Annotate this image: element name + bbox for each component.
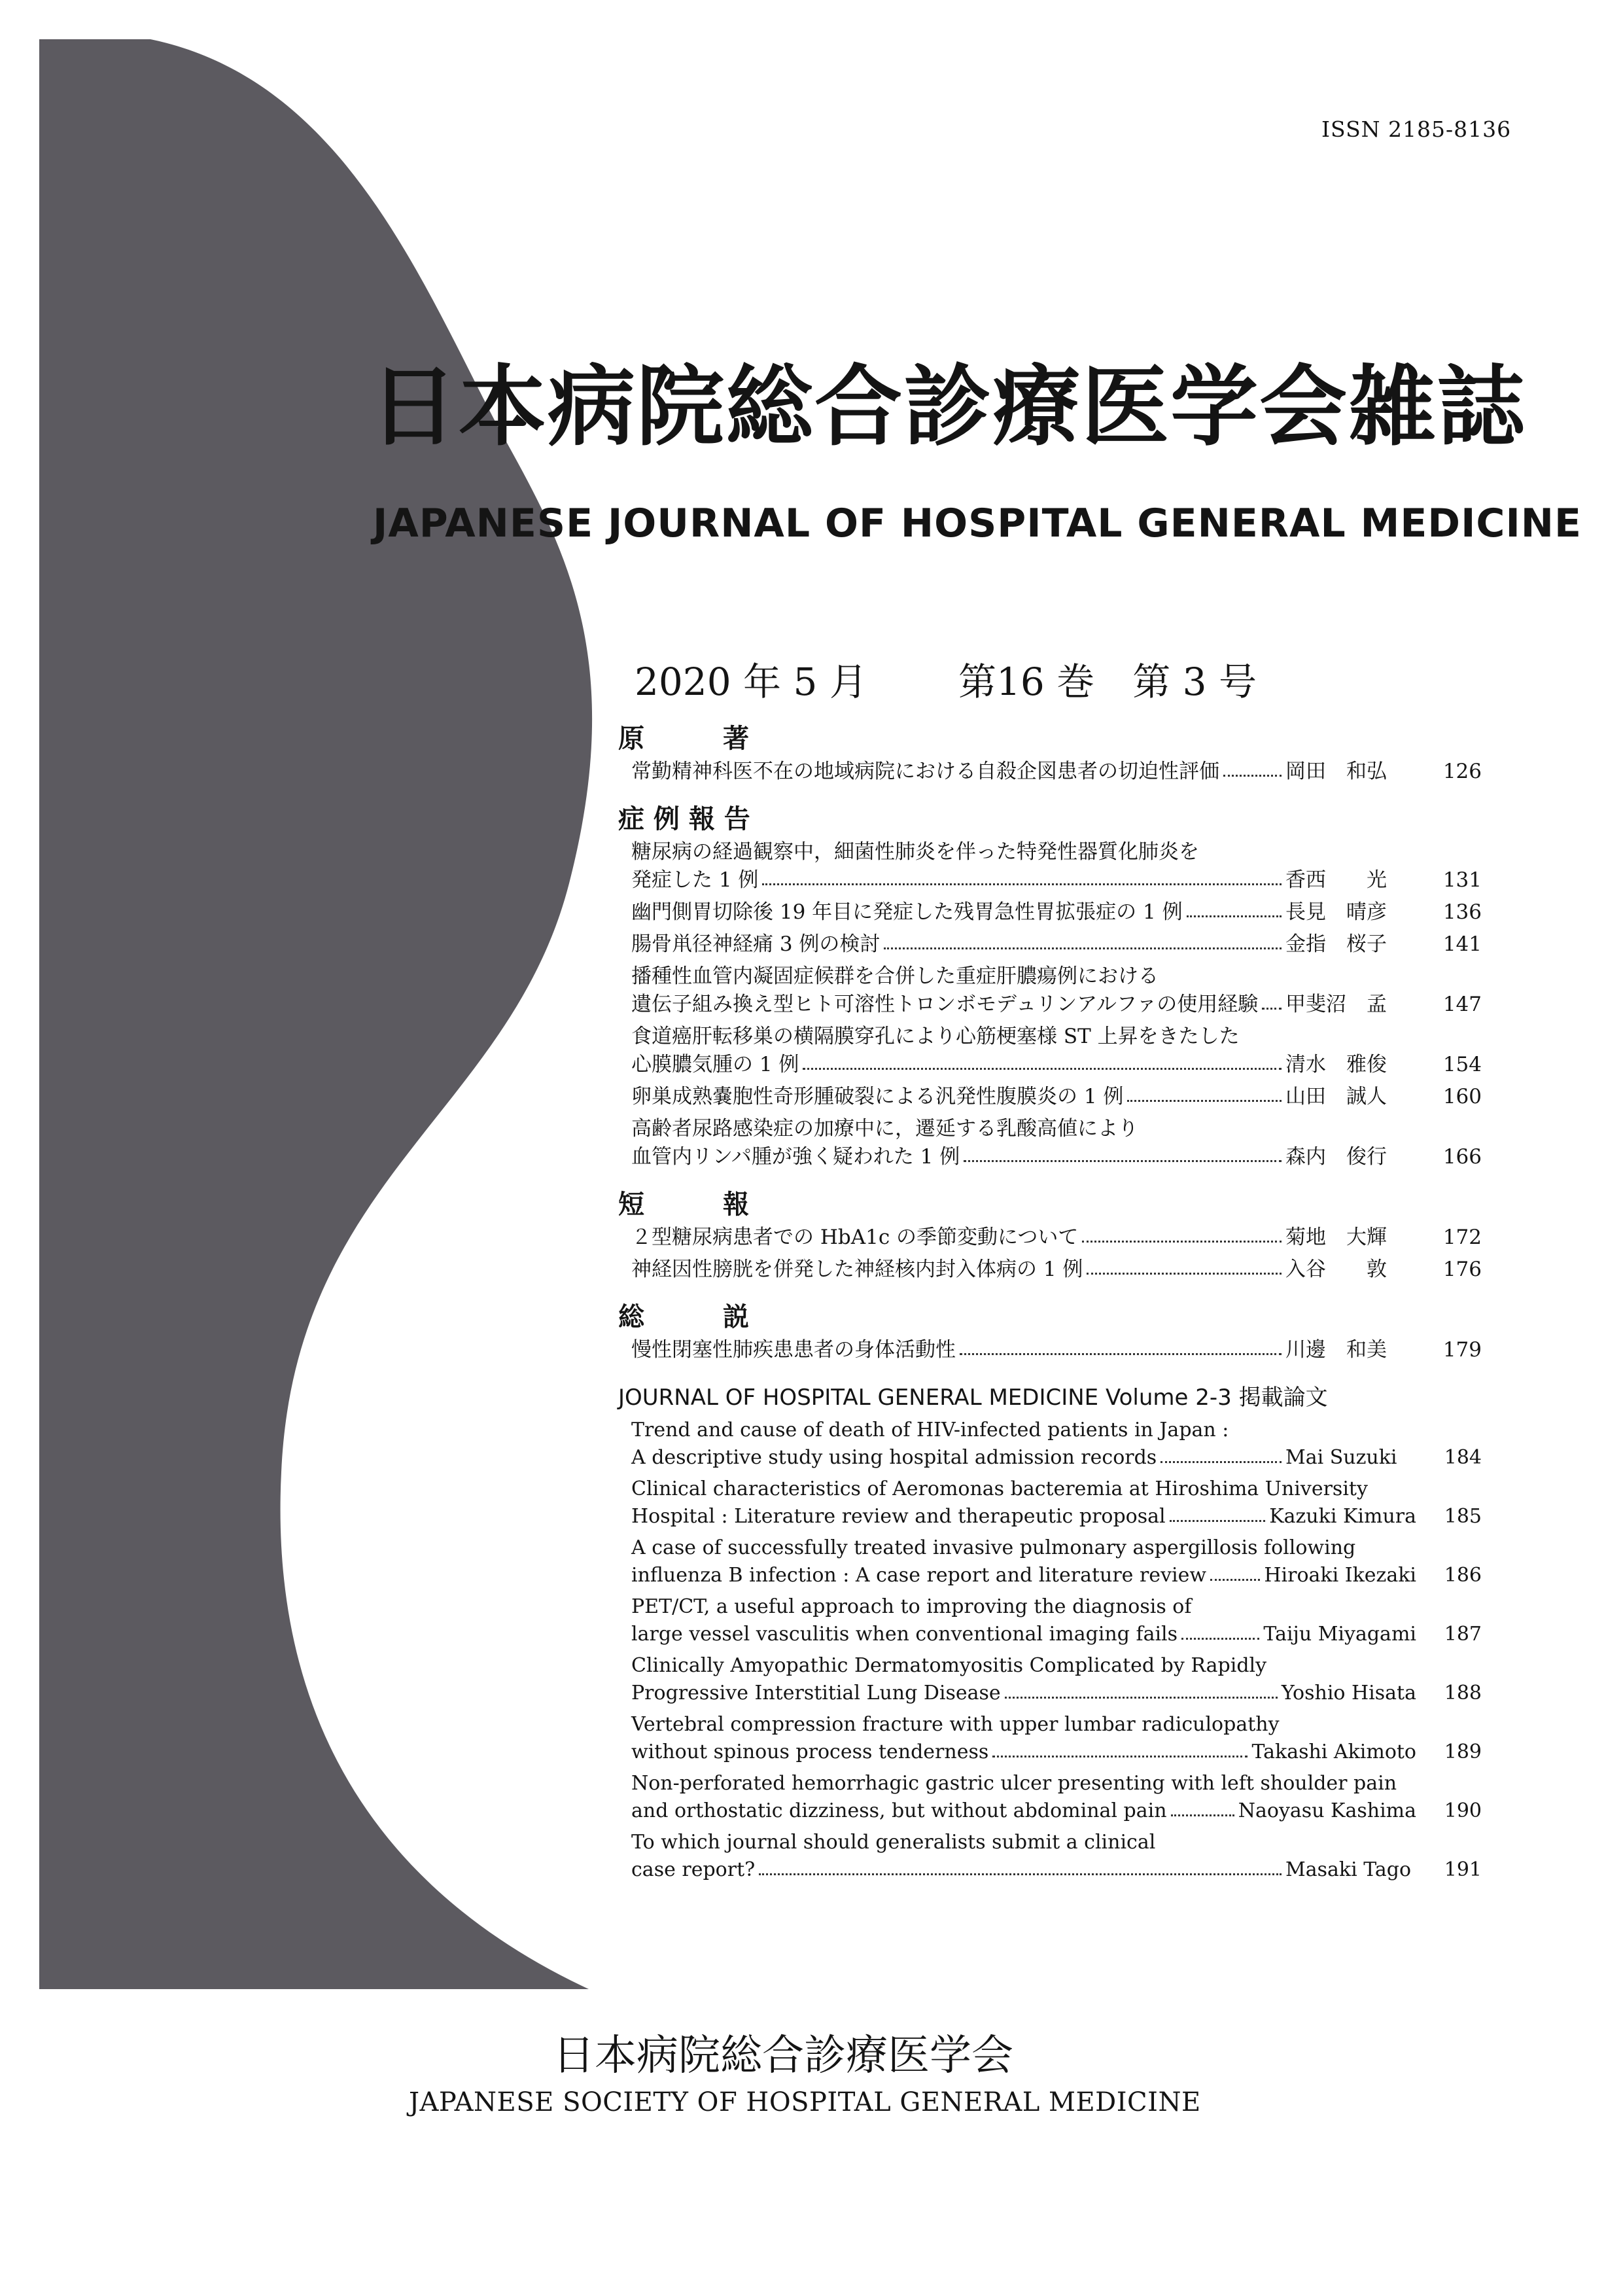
entry-title-line: 播種性血管内凝固症候群を合併した重症肝膿瘍例における [631, 964, 1159, 988]
entry-final-row [631, 898, 1482, 927]
entry-title-line: To which journal should generalists submit a clinical [631, 1831, 1156, 1854]
entry-final-row [631, 1562, 1482, 1589]
entry-final-row [631, 1256, 1482, 1284]
toc-entry [618, 1652, 1482, 1707]
dot-leader [1170, 1520, 1266, 1522]
entry-page-number: 191 [1444, 1858, 1482, 1881]
toc-entry [618, 1711, 1482, 1766]
publisher-name-ja: 日本病院総合診療医学会 [553, 2032, 1013, 2080]
dot-leader [1161, 1461, 1282, 1463]
entry-author: 岡田 和弘 [1285, 760, 1387, 783]
entry-page-number: 166 [1442, 1145, 1482, 1169]
entry-final-row [631, 1224, 1482, 1252]
toc-entry [618, 1224, 1482, 1252]
entry-author: Naoyasu Kashima [1238, 1799, 1416, 1822]
wave-shape [39, 39, 628, 1989]
entry-title-line: Progressive Interstitial Lung Disease [631, 1682, 1001, 1704]
section-english-articles [618, 1379, 1482, 1884]
entry-author: 山田 誠人 [1285, 1085, 1387, 1108]
toc-entry [618, 1115, 1482, 1171]
entry-title-line: Hospital : Literature review and therapeutic proposal [631, 1505, 1166, 1528]
entry-title-line: 常勤精神科医不在の地域病院における自殺企図患者の切迫性評価 [631, 760, 1219, 783]
toc-entry [618, 1083, 1482, 1111]
toc-entry [618, 1336, 1482, 1364]
entry-final-row [631, 1680, 1482, 1707]
entry-page-number: 186 [1444, 1564, 1482, 1587]
entry-final-row [631, 1051, 1482, 1079]
dot-leader [964, 1160, 1282, 1162]
toc-entry [618, 1593, 1482, 1648]
dot-leader [1223, 775, 1282, 777]
entry-page-number: 188 [1444, 1682, 1482, 1704]
entry-title-line: 心膜膿気腫の 1 例 [631, 1053, 799, 1076]
entry-title-line: 高齢者尿路感染症の加療中に，遷延する乳酸高値により [631, 1117, 1138, 1140]
entry-author: Mai Suzuki [1285, 1446, 1397, 1469]
entry-title-line: 発症した 1 例 [631, 868, 759, 892]
toc-entry [618, 963, 1482, 1019]
section-heading: 短 報 [618, 1190, 749, 1220]
entry-title-line: and orthostatic dizziness, but without abdominal pain [631, 1799, 1167, 1822]
entry-title-line: 糖尿病の経過観察中，細菌性肺炎を伴った特発性器質化肺炎を [631, 840, 1199, 864]
entry-title-line: ２型糖尿病患者での HbA1c の季節変動について [631, 1226, 1079, 1249]
publisher-name-en: JAPANESE SOCIETY OF HOSPITAL GENERAL MEDICINE [409, 2087, 1201, 2117]
table-of-contents [618, 720, 1482, 1888]
dot-leader [1005, 1697, 1278, 1699]
entry-title-line: Clinically Amyopathic Dermatomyositis Complicated by Rapidly [631, 1654, 1267, 1677]
entry-page-number: 136 [1442, 900, 1482, 924]
entry-final-row [631, 1143, 1482, 1171]
toc-entry [618, 1023, 1482, 1079]
entry-title-line: Vertebral compression fracture with upper lumbar radiculopathy [631, 1713, 1280, 1736]
entry-page-number: 126 [1442, 760, 1482, 783]
journal-title-en: JAPANESE JOURNAL OF HOSPITAL GENERAL MEDICINE [373, 501, 1582, 546]
entry-final-row [631, 1621, 1482, 1648]
entry-title-line: 幽門側胃切除後 19 年目に発症した残胃急性胃拡張症の 1 例 [631, 900, 1183, 924]
issue-volume: 第16 巻 第 3 号 [958, 660, 1257, 704]
entry-page-number: 172 [1442, 1226, 1482, 1249]
issn: ISSN 2185-8136 [1321, 116, 1512, 142]
entry-author: 川邊 和美 [1285, 1338, 1387, 1362]
toc-entry [618, 1417, 1482, 1472]
entry-page-number: 176 [1442, 1258, 1482, 1281]
section-heading: 症 例 報 告 [618, 804, 750, 834]
section-case-reports [618, 800, 1482, 1171]
entry-author: 長見 晴彦 [1285, 900, 1387, 924]
section-short-reports [618, 1186, 1482, 1284]
entry-page-number: 189 [1444, 1740, 1482, 1763]
entry-title-line: 卵巣成熟嚢胞性奇形腫破裂による汎発性腹膜炎の 1 例 [631, 1085, 1124, 1108]
entry-title-line: Trend and cause of death of HIV-infected patients in Japan : [631, 1419, 1229, 1441]
toc-entry [618, 758, 1482, 786]
entry-title-line: A case of successfully treated invasive pulmonary aspergillosis following [631, 1536, 1356, 1559]
entry-title-line: large vessel vasculitis when conventional imaging fails [631, 1623, 1178, 1646]
toc-entry [618, 1256, 1482, 1284]
entry-author: 森内 俊行 [1285, 1145, 1387, 1169]
dot-leader [803, 1068, 1282, 1070]
entry-final-row [631, 1856, 1482, 1884]
entry-author: Yoshio Hisata [1281, 1682, 1416, 1704]
entry-title-line: influenza B infection : A case report and literature review [631, 1564, 1207, 1587]
entry-author: 菊地 大輝 [1285, 1226, 1387, 1249]
toc-entry [618, 1534, 1482, 1589]
toc-entry [618, 898, 1482, 927]
entry-title-line: Non-perforated hemorrhagic gastric ulcer presenting with left shoulder pain [631, 1772, 1397, 1795]
entry-page-number: 160 [1442, 1085, 1482, 1108]
issue-date: 2020 年 5 月 [635, 660, 867, 704]
dot-leader [1187, 915, 1282, 917]
dot-leader [1181, 1638, 1259, 1640]
entry-author: Takashi Akimoto [1251, 1740, 1416, 1763]
entry-final-row [631, 1444, 1482, 1472]
dot-leader [1127, 1100, 1282, 1102]
entry-author: 入谷 敦 [1285, 1258, 1387, 1281]
entry-author: 金指 桜子 [1285, 932, 1387, 956]
toc-entry [618, 1475, 1482, 1530]
entry-title-line: Clinical characteristics of Aeromonas bacteremia at Hiroshima University [631, 1477, 1368, 1500]
dot-leader [1171, 1814, 1234, 1816]
entry-page-number: 179 [1442, 1338, 1482, 1362]
entry-final-row [631, 1503, 1482, 1530]
toc-entry [618, 1829, 1482, 1884]
entry-author: 香西 光 [1285, 868, 1387, 892]
toc-entry [618, 1770, 1482, 1825]
entry-title-line: A descriptive study using hospital admission records [631, 1446, 1157, 1469]
entry-author: Taiju Miyagami [1263, 1623, 1416, 1646]
entry-page-number: 154 [1442, 1053, 1482, 1076]
entry-page-number: 187 [1444, 1623, 1482, 1646]
dot-leader [1082, 1241, 1282, 1243]
entry-title-line: 腸骨鼡径神経痛 3 例の検討 [631, 932, 881, 956]
entry-final-row [631, 1797, 1482, 1825]
dot-leader [762, 883, 1282, 885]
entry-title-line: case report? [631, 1858, 756, 1881]
entry-title-line: 血管内リンパ腫が強く疑われた 1 例 [631, 1145, 960, 1169]
entry-title-line: without spinous process tenderness [631, 1740, 989, 1763]
entry-final-row [631, 866, 1482, 894]
section-reviews [618, 1298, 1482, 1364]
entry-final-row [631, 991, 1482, 1019]
entry-title-line: PET/CT, a useful approach to improving the diagnosis of [631, 1595, 1192, 1618]
entry-page-number: 141 [1442, 932, 1482, 956]
entry-final-row [631, 1336, 1482, 1364]
dot-leader [960, 1353, 1282, 1355]
toc-entry [618, 838, 1482, 894]
entry-author: Kazuki Kimura [1269, 1505, 1416, 1528]
journal-title-ja: 日本病院総合診療医学会雑誌 [370, 356, 1527, 458]
entry-title-line: 慢性閉塞性肺疾患患者の身体活動性 [631, 1338, 956, 1362]
dot-leader [992, 1756, 1248, 1757]
entry-author: Hiroaki Ikezaki [1264, 1564, 1416, 1587]
dot-leader [1210, 1579, 1260, 1581]
section-heading: 総 説 [618, 1302, 749, 1332]
entry-final-row [631, 758, 1482, 786]
entry-author: Masaki Tago [1285, 1858, 1412, 1881]
entry-final-row [631, 930, 1482, 959]
entry-author: 清水 雅俊 [1285, 1053, 1387, 1076]
entry-title-line: 神経因性膀胱を併発した神経核内封入体病の 1 例 [631, 1258, 1083, 1281]
entry-page-number: 184 [1444, 1446, 1482, 1469]
entry-final-row [631, 1083, 1482, 1111]
entry-author: 甲斐沼 孟 [1285, 993, 1387, 1016]
dot-leader [759, 1873, 1282, 1875]
toc-entry [618, 930, 1482, 959]
dot-leader [1262, 1008, 1282, 1010]
entry-title-line: 遺伝子組み換え型ヒト可溶性トロンボモデュリンアルファの使用経験 [631, 993, 1259, 1016]
entry-page-number: 190 [1444, 1799, 1482, 1822]
dot-leader [884, 947, 1282, 949]
entry-page-number: 185 [1444, 1505, 1482, 1528]
section-original-articles [618, 720, 1482, 786]
section-heading: 原 著 [618, 724, 749, 754]
entry-page-number: 131 [1442, 868, 1482, 892]
dot-leader [1087, 1273, 1282, 1275]
section-heading: JOURNAL OF HOSPITAL GENERAL MEDICINE Volume 2-3 掲載論文 [618, 1385, 1328, 1411]
entry-page-number: 147 [1442, 993, 1482, 1016]
entry-final-row [631, 1739, 1482, 1766]
entry-title-line: 食道癌肝転移巣の横隔膜穿孔により心筋梗塞様 ST 上昇をきたした [631, 1025, 1240, 1048]
